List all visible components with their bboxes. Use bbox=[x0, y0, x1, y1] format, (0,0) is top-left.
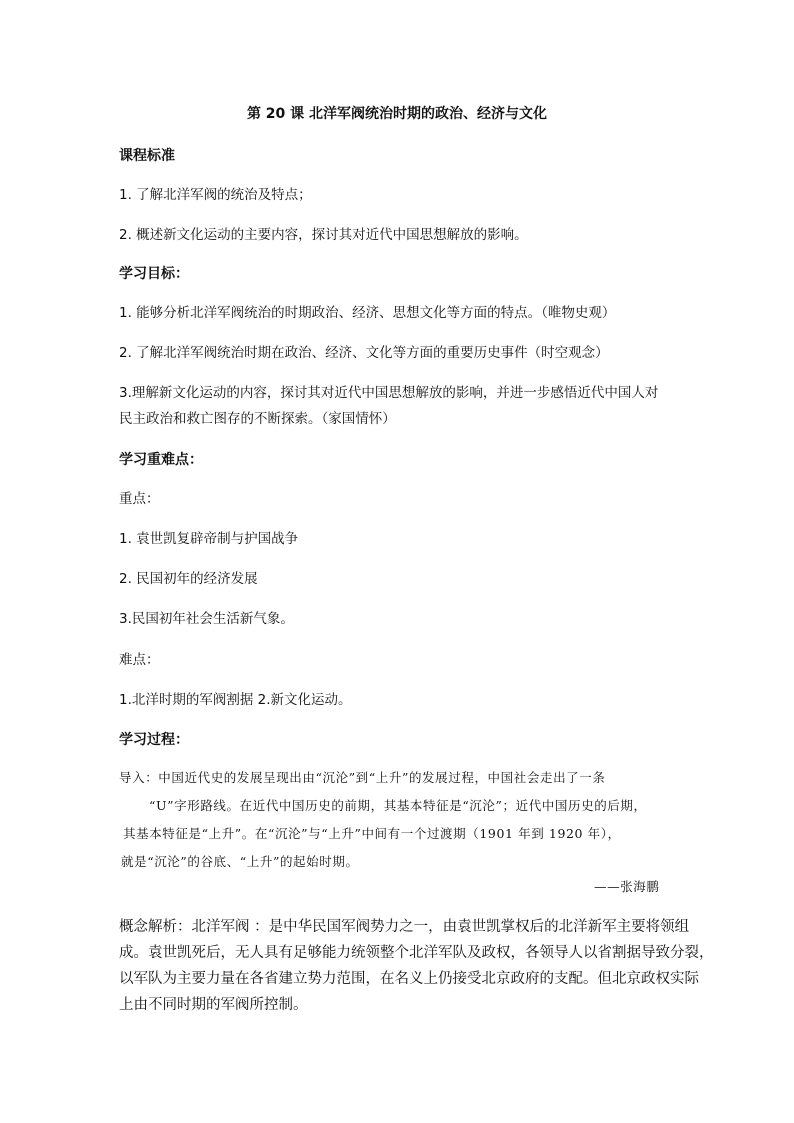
objective-item-1: 1. 能够分析北洋军阀统治的时期政治、经济、思想文化等方面的特点。（唯物史观） bbox=[119, 305, 616, 321]
key-item-2: 2. 民国初年的经济发展 bbox=[119, 571, 258, 587]
difficult-label: 难点： bbox=[119, 652, 160, 668]
curriculum-item-2: 2. 概述新文化运动的主要内容，探讨其对近代中国思想解放的影响。 bbox=[119, 227, 528, 243]
concept-line-2: 成。袁世凯死后，无人具有足够能力统领整个北洋军队及政权，各领导人以省割据导致分裂， bbox=[119, 945, 714, 961]
process-heading: 学习过程： bbox=[119, 732, 189, 748]
lesson-title: 第 20 课 北洋军阀统治时期的政治、经济与文化 bbox=[246, 106, 548, 122]
curriculum-heading: 课程标准 bbox=[119, 148, 175, 164]
intro-line-3: 其基本特征是“上升”。在“沉沦”与“上升”中间有一个过渡期（1901 年到 1920 年）， bbox=[123, 826, 621, 841]
key-item-1: 1. 袁世凯复辟帝制与护国战争 bbox=[119, 531, 299, 547]
key-points-heading: 学习重难点： bbox=[119, 452, 203, 468]
quote-attribution: ——张海鹏 bbox=[594, 879, 660, 894]
difficult-item-1: 1.北洋时期的军阀割据 2.新文化运动。 bbox=[119, 692, 352, 708]
concept-line-1: 概念解析：北洋军阀 ：是中华民国军阀势力之一，由袁世凯掌权后的北洋新军主要将领组 bbox=[119, 919, 690, 935]
concept-line-4: 上由不同时期的军阀所控制。 bbox=[119, 997, 308, 1013]
objective-item-3: 3.理解新文化运动的内容，探讨其对近代中国思想解放的影响，并进一步感悟近代中国人对 bbox=[119, 385, 659, 401]
intro-line-1: 导入：中国近代史的发展呈现出由“沉沦”到“上升”的发展过程，中国社会走出了一条 bbox=[119, 770, 606, 785]
objective-item-2: 2. 了解北洋军阀统治时期在政治、经济、文化等方面的重要历史事件（时空观念） bbox=[119, 345, 609, 361]
intro-line-2: “U”字形路线。在近代中国历史的前期，其基本特征是“沉沦”；近代中国历史的后期， bbox=[149, 798, 647, 813]
objective-item-3-cont: 民主政治和救亡图存的不断探索。（家国情怀） bbox=[119, 411, 396, 427]
key-label: 重点： bbox=[119, 491, 160, 507]
curriculum-item-1: 1. 了解北洋军阀的统治及特点； bbox=[119, 187, 312, 203]
concept-line-3: 以军队为主要力量在各省建立势力范围，在名义上仍接受北京政府的支配。但北京政权实际 bbox=[119, 971, 699, 987]
objectives-heading: 学习目标： bbox=[119, 266, 189, 282]
intro-line-4: 就是“沉沦”的谷底、“上升”的起始时期。 bbox=[121, 854, 359, 869]
key-item-3: 3.民国初年社会生活新气象。 bbox=[119, 611, 294, 627]
